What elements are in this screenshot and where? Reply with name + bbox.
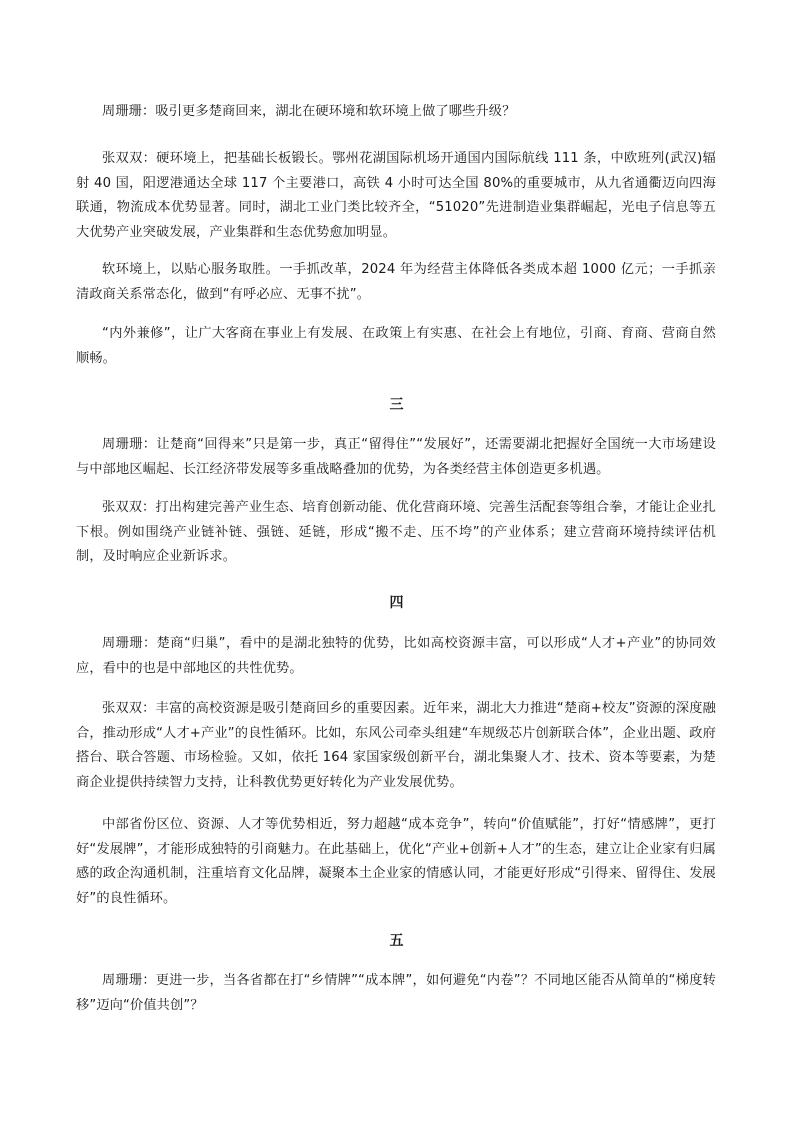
paragraph-question-retain: [76, 433, 716, 482]
paragraph-text: 吸引更多楚商回来，湖北在硬环境和软环境上做了哪些升级？: [155, 104, 516, 119]
paragraph-soft-environment: [76, 258, 716, 307]
paragraph-text: 丰富的高校资源是吸引楚商回乡的重要因素。近年来，湖北大力推进“楚商+校友”资源的深度融合，推动形成“人才+产业”的良性循环。比如，东风公司牵头组建“车规级芯片创新联合体”，企业出题、政府搭台、联合答题、市场检验。又如，依托 164 家国家级创新平台，湖北集聚人才、技术、资本等要素，为楚商企业提供持续智力支持，让科教优势更好转化为产业发展优势。: [76, 701, 716, 790]
paragraph-industrial-ecology: [76, 496, 716, 570]
speaker-label: 周珊珊：: [102, 104, 156, 119]
speaker-label: 张双双：: [102, 701, 156, 716]
speaker-label: 周珊珊：: [102, 636, 157, 651]
paragraph-text: 中部省份区位、资源、人才等优势相近，努力超越“成本竞争”，转向“价值赋能”，打好“情感牌”，更打好“发展牌”，才能形成独特的引商魅力。在此基础上，优化“产业+创新+人才”的生态，建立让企业家有归属感的政企沟通机制，注重培育文化品牌，凝聚本土企业家的情感认同，才能更好形成“引得来、留得住、发展好”的良性循环。: [76, 817, 716, 906]
paragraph-hard-environment: [76, 147, 716, 245]
paragraph-university-resources: [76, 697, 716, 795]
paragraph-text: 软环境上，以贴心服务取胜。一手抓改革，2024 年为经营主体降低各类成本超 1000 亿元；一手抓亲清政商关系常态化，做到“有呼必应、无事不扰”。: [76, 262, 716, 302]
section-heading-three: 三: [389, 397, 404, 413]
speaker-label: 张双双：: [102, 151, 157, 166]
paragraph-question-upgrades: [76, 100, 716, 125]
paragraph-text: 打出构建完善产业生态、培育创新动能、优化营商环境、完善生活配套等组合拳，才能让企业扎下根。例如围绕产业链补链、强链、延链，形成“搬不走、压不垮”的产业体系；建立营商环境持续评估机制，及时响应企业新诉求。: [76, 500, 717, 564]
paragraph-text: “内外兼修”，让广大客商在事业上有发展、在政策上有实惠、在社会上有地位，引商、育商、营商自然顺畅。: [76, 326, 716, 366]
paragraph-central-provinces: [76, 813, 716, 911]
paragraph-question-advantages: [76, 632, 716, 681]
section-heading-four: 四: [389, 595, 404, 611]
speaker-label: 周珊珊：: [102, 437, 157, 452]
speaker-label: 张双双：: [102, 500, 156, 515]
paragraph-text: 硬环境上，把基础长板锻长。鄂州花湖国际机场开通国内国际航线 111 条，中欧班列(武汉)辐射 40 国，阳逻港通达全球 117 个主要港口，高铁 4 小时可达全国 80%的重要城市，从九省通衢迈向四海联通，物流成本优势显著。同时，湖北工业门类比较齐全，“51020”先进制造业集群崛起，光电子信息等五大优势产业突破发展，产业集群和生态优势愈加明显。: [76, 151, 717, 240]
speaker-label: 周珊珊：: [102, 973, 156, 988]
paragraph-text: 楚商“归巢”，看中的是湖北独特的优势，比如高校资源丰富，可以形成“人才+产业”的协同效应，看中的也是中部地区的共性优势。: [76, 636, 716, 676]
section-heading-five: 五: [389, 933, 404, 949]
paragraph-text: 让楚商“回得来”只是第一步，真正“留得住”“发展好”，还需要湖北把握好全国统一大市场建设与中部地区崛起、长江经济带发展等多重战略叠加的优势，为各类经营主体创造更多机遇。: [76, 437, 716, 477]
paragraph-question-involution: [76, 969, 716, 1018]
paragraph-inner-outer: [76, 322, 716, 371]
paragraph-text: 更进一步，当各省都在打“乡情牌”“成本牌”，如何避免“内卷”？不同地区能否从简单的“梯度转移”迈向“价值共创”？: [76, 973, 716, 1013]
